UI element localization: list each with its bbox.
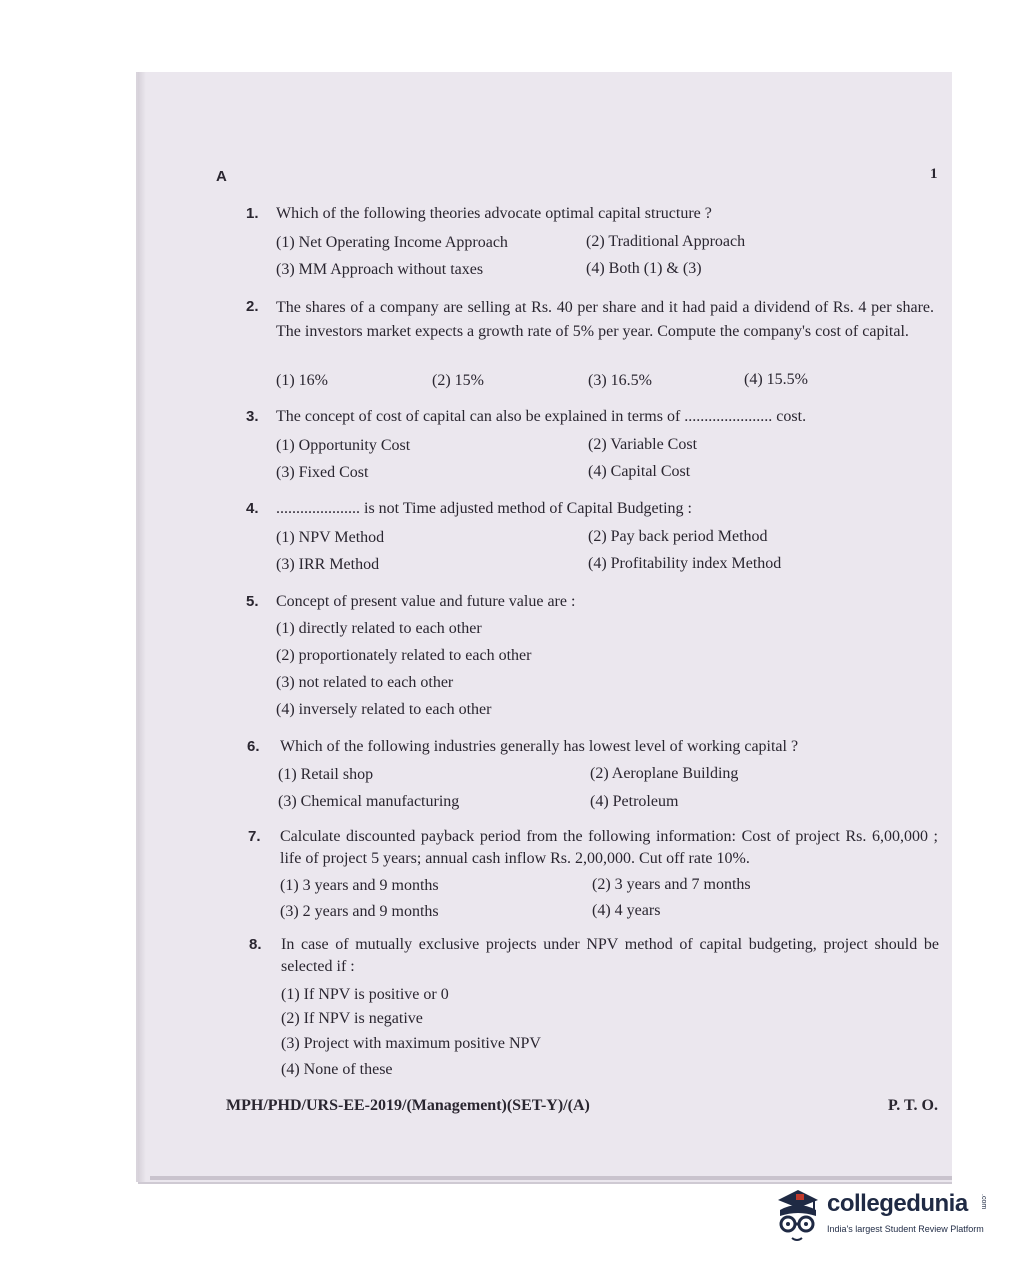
option-3: (3) Fixed Cost	[276, 464, 369, 481]
option-4: (4) Both (1) & (3)	[586, 260, 702, 277]
option-3: (3) IRR Method	[276, 556, 380, 573]
question-text: The shares of a company are selling at Rs. 40 per share and it had paid a dividend of Rs. 4 per share. The investors market expects a growth rate of 5% per year. Compute the company's cost of capital.	[276, 299, 934, 340]
question-text: Concept of present value and future value are :	[276, 593, 576, 610]
option-4: (4) 15.5%	[744, 371, 808, 388]
option-2: (2) 3 years and 7 months	[592, 876, 751, 893]
option-3: (3) 16.5%	[588, 372, 652, 389]
question-text: Calculate discounted payback period from the following information: Cost of project Rs. 6,00,000 ; life of project 5 years; annual cash inflow Rs. 2,00,000. Cut off rate 10%.	[280, 828, 938, 867]
option-1: (1) Retail shop	[278, 766, 374, 783]
question-2	[246, 296, 936, 392]
question-number: 4.	[246, 500, 259, 517]
option-2: (2) If NPV is negative	[281, 1010, 423, 1027]
option-1: (1) 3 years and 9 months	[280, 877, 439, 894]
option-2: (2) proportionately related to each other	[276, 647, 532, 664]
option-4: (4) None of these	[281, 1061, 393, 1078]
question-number: 8.	[249, 936, 262, 953]
question-5	[246, 591, 936, 721]
page-bottom-edge	[150, 1176, 952, 1180]
option-4: (4) inversely related to each other	[276, 701, 492, 718]
brand-suffix: .com	[980, 1194, 987, 1210]
collegedunia-logo	[770, 1186, 995, 1246]
please-turn-over: P. T. O.	[888, 1097, 938, 1114]
option-1: (1) directly related to each other	[276, 620, 482, 637]
brand-name: collegedunia	[827, 1190, 968, 1217]
question-7	[248, 826, 938, 926]
question-6	[247, 736, 937, 816]
option-3: (3) Project with maximum positive NPV	[281, 1035, 541, 1052]
option-2: (2) Traditional Approach	[586, 233, 746, 250]
option-3: (3) 2 years and 9 months	[280, 903, 439, 920]
question-number: 6.	[247, 738, 260, 755]
option-4: (4) Petroleum	[590, 793, 679, 810]
option-1: (1) Opportunity Cost	[276, 437, 411, 454]
page-number: 1	[930, 166, 938, 182]
question-number: 2.	[246, 298, 259, 315]
question-text: Which of the following industries generally has lowest level of working capital ?	[280, 738, 799, 755]
question-text: In case of mutually exclusive projects under NPV method of capital budgeting, project should be selected if :	[281, 936, 939, 975]
option-1: (1) Net Operating Income Approach	[276, 234, 508, 251]
paper-code: MPH/PHD/URS-EE-2019/(Management)(SET-Y)/(A)	[226, 1097, 590, 1114]
option-3: (3) MM Approach without taxes	[276, 261, 484, 278]
option-1: (1) If NPV is positive or 0	[281, 986, 449, 1003]
question-number: 5.	[246, 593, 259, 610]
question-1	[246, 203, 936, 283]
option-2: (2) Aeroplane Building	[590, 765, 739, 782]
set-letter: A	[216, 168, 227, 185]
question-number: 3.	[246, 408, 259, 425]
question-3	[246, 406, 936, 486]
question-text: Which of the following theories advocate optimal capital structure ?	[276, 205, 712, 222]
option-1: (1) NPV Method	[276, 529, 385, 546]
option-2: (2) 15%	[432, 372, 484, 389]
option-3: (3) Chemical manufacturing	[278, 793, 460, 810]
page-edge-shadow	[138, 72, 146, 1182]
mascot-icon	[770, 1186, 826, 1246]
question-8	[249, 934, 939, 1084]
option-4: (4) Capital Cost	[588, 463, 691, 480]
question-text: ..................... is not Time adjusted method of Capital Budgeting :	[276, 500, 692, 517]
option-2: (2) Pay back period Method	[588, 528, 768, 545]
option-1: (1) 16%	[276, 372, 328, 389]
brand-tagline: India's largest Student Review Platform	[827, 1224, 984, 1234]
question-number: 7.	[248, 828, 261, 845]
question-text: The concept of cost of capital can also be explained in terms of ...................... cost.	[276, 408, 807, 425]
option-3: (3) not related to each other	[276, 674, 454, 691]
option-4: (4) 4 years	[592, 902, 661, 919]
option-4: (4) Profitability index Method	[588, 555, 782, 572]
option-2: (2) Variable Cost	[588, 436, 698, 453]
question-number: 1.	[246, 205, 259, 222]
question-4	[246, 498, 936, 578]
